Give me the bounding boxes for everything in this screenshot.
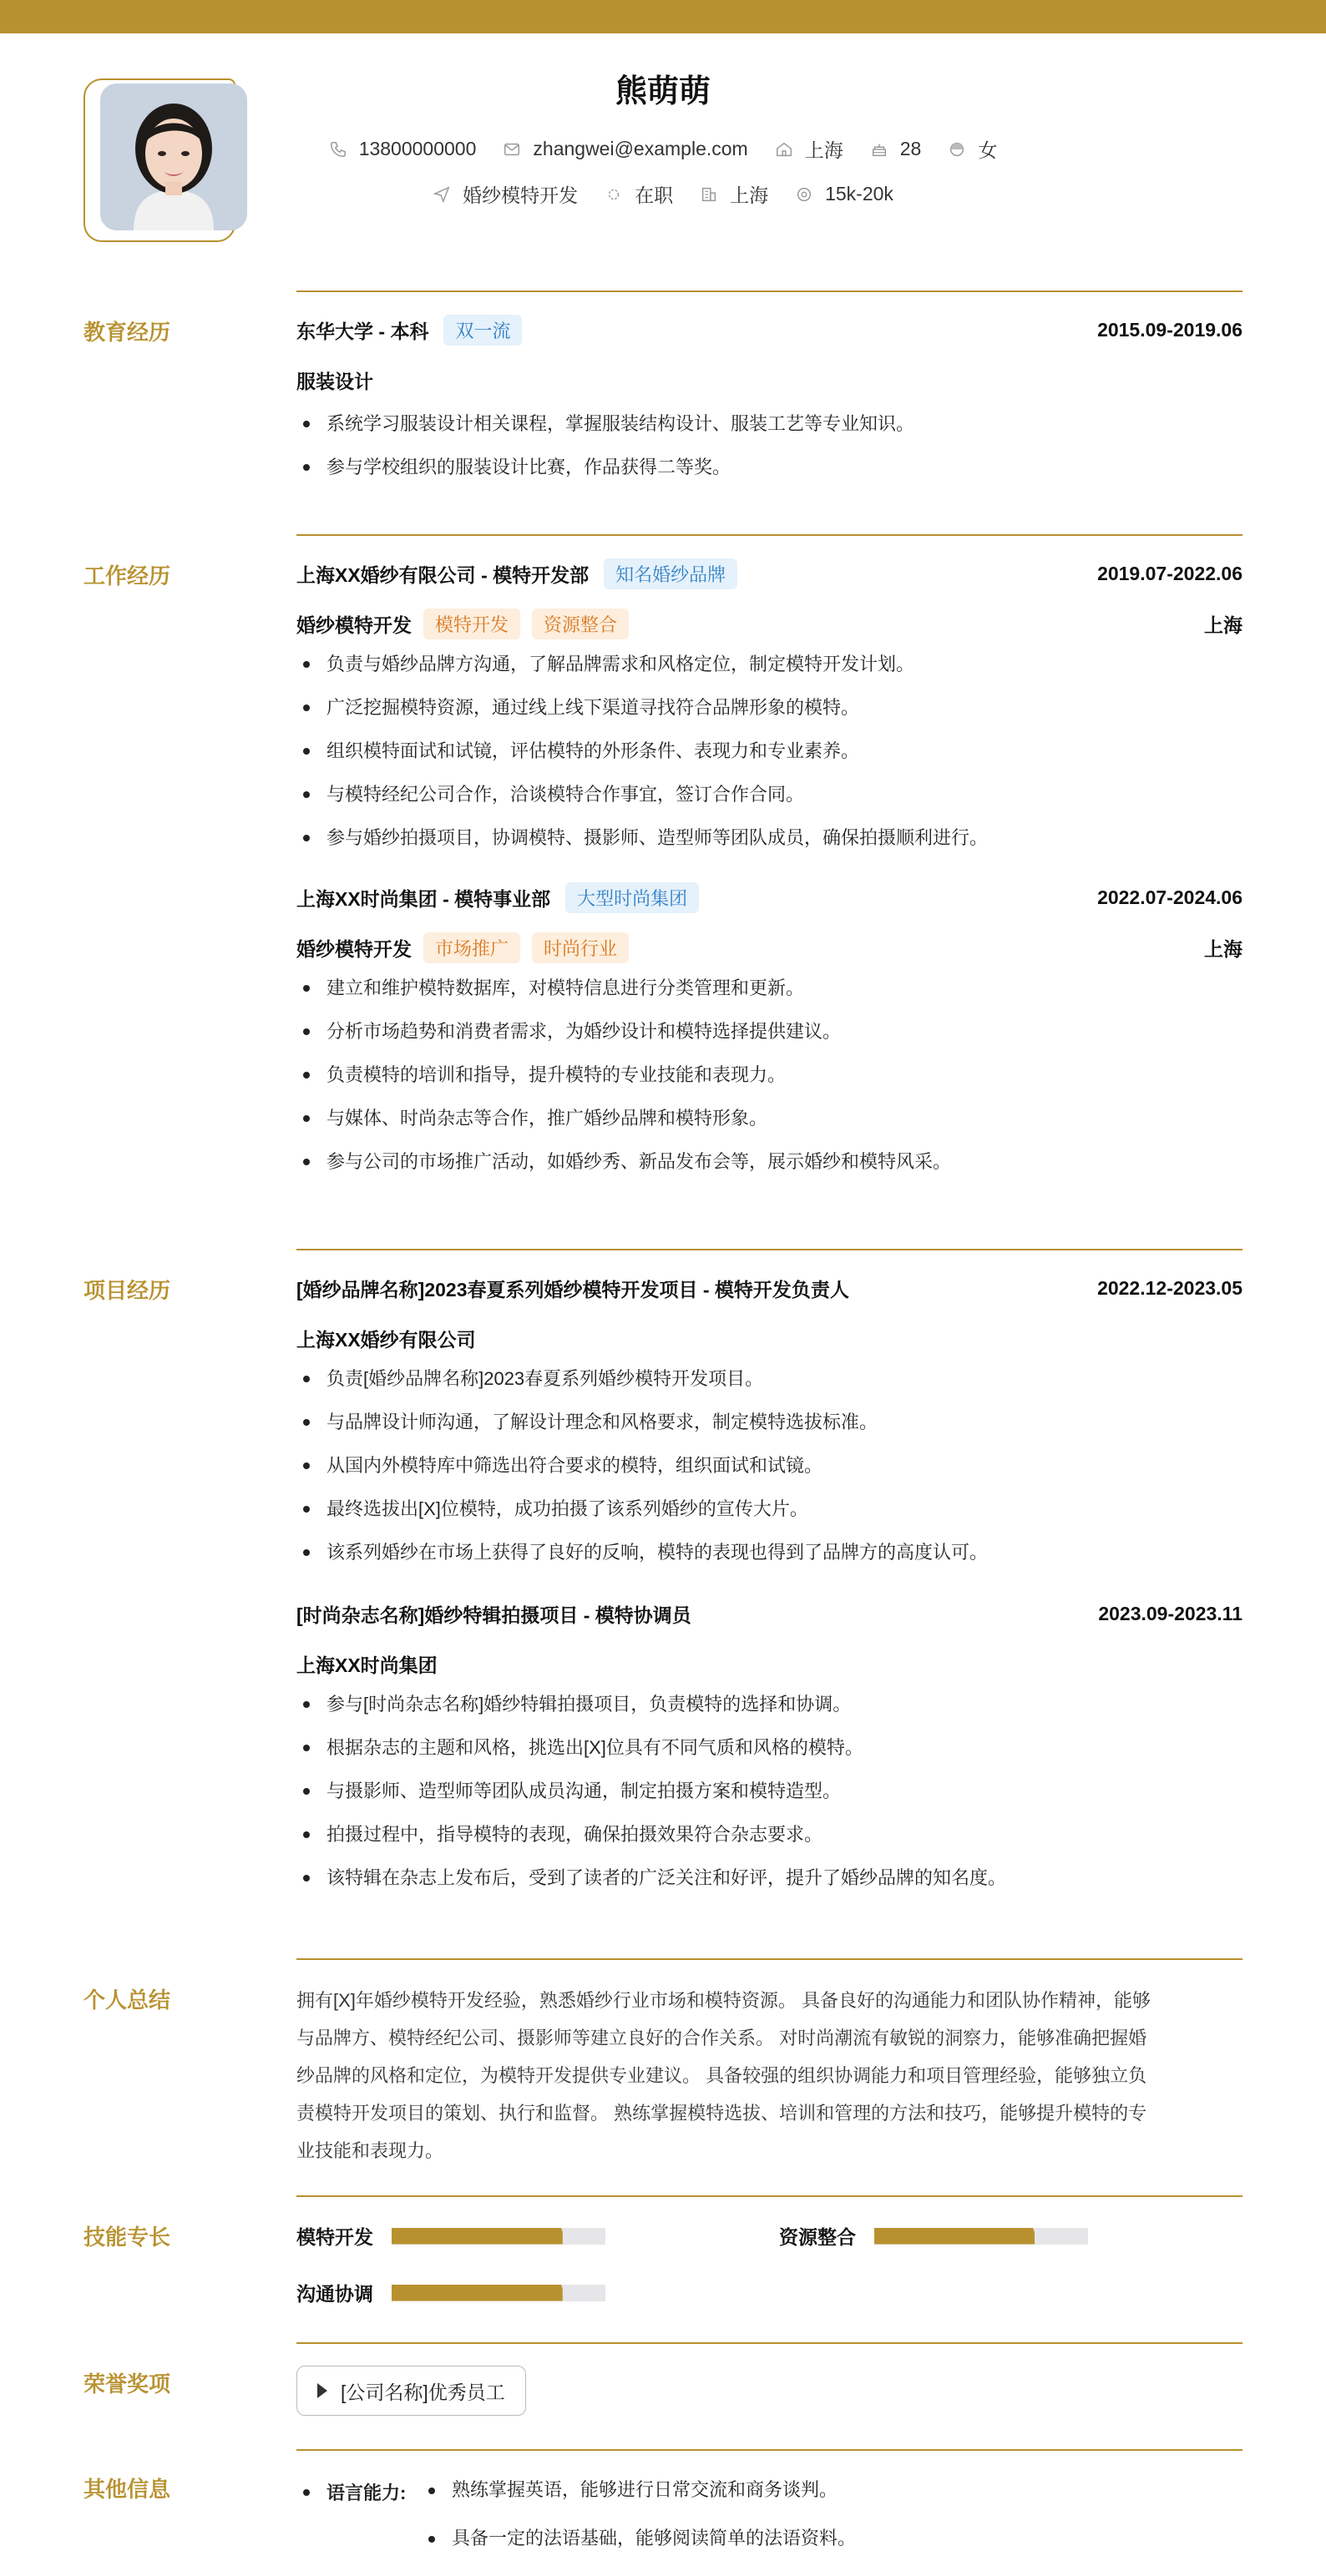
honor-chip <box>296 2366 526 2416</box>
list-item: 具备一定的法语基础，能够阅读简单的法语资料。 <box>422 2514 856 2563</box>
list-item: 与摄影师、造型师等团队成员沟通，制定拍摄方案和模特造型。 <box>296 1770 1242 1813</box>
job-date: 2019.07-2022.06 <box>1097 562 1242 584</box>
top-accent-bar <box>0 0 1326 33</box>
language-list <box>422 2466 856 2563</box>
work-body <box>296 559 1242 1184</box>
list-item: 分析市场趋势和消费者需求，为婚纱设计和模特选择提供建议。 <box>296 1010 1242 1053</box>
section-title: 教育经历 <box>84 320 171 345</box>
projects-body <box>296 1274 1242 1900</box>
skill-item <box>296 2222 605 2250</box>
status-item <box>605 180 673 208</box>
summary-line: 责模特开发项目的策划、执行和监督。 熟练掌握模特选拔、培训和管理的方法和技巧，能够提升模特的专 <box>296 2103 1147 2124</box>
summary-line: 业技能和表现力。 <box>296 2140 444 2161</box>
summary-text <box>296 1982 1242 2169</box>
project-org-row <box>296 1324 1242 1352</box>
salary-icon <box>795 185 813 204</box>
section-divider <box>296 1958 1242 1960</box>
role-row <box>296 933 1242 962</box>
role-tag: 资源整合 <box>532 609 629 639</box>
section-divider <box>296 2449 1242 2451</box>
email-icon <box>503 140 521 159</box>
skill-name: 沟通协调 <box>296 2283 373 2305</box>
education-date: 2015.09-2019.06 <box>1097 318 1242 341</box>
section-divider <box>296 1249 1242 1250</box>
age-item <box>870 138 922 160</box>
job-entry-head <box>296 559 1242 588</box>
project-name: [婚纱品牌名称]2023春夏系列婚纱模特开发项目 - 模特开发负责人 <box>296 1278 849 1301</box>
project-entry-head <box>296 1599 1242 1628</box>
contact-row <box>0 135 1326 163</box>
job-city: 上海 <box>1204 937 1242 960</box>
skill-name: 资源整合 <box>779 2226 856 2248</box>
project-org-row <box>296 1649 1242 1678</box>
job-date: 2022.07-2024.06 <box>1097 886 1242 908</box>
list-item: 与品牌设计师沟通，了解设计理念和风格要求，制定模特选拔标准。 <box>296 1401 1242 1444</box>
section-divider <box>296 2195 1242 2197</box>
list-item: 参与[时尚杂志名称]婚纱特辑拍摄项目，负责模特的选择和协调。 <box>296 1683 1242 1726</box>
school-tag: 双一流 <box>443 315 522 346</box>
home-icon <box>775 140 793 159</box>
list-item: 负责[婚纱品牌名称]2023春夏系列婚纱模特开发项目。 <box>296 1357 1242 1401</box>
project-org: 上海XX婚纱有限公司 <box>296 1328 476 1351</box>
send-icon <box>433 185 451 204</box>
education-entry-head <box>296 316 1242 344</box>
list-item: 熟练掌握英语，能够进行日常交流和商务谈判。 <box>422 2466 856 2514</box>
job-intent-row <box>0 180 1326 208</box>
honor-text: [公司名称]优秀员工 <box>341 2381 505 2403</box>
skill-fill <box>392 2285 563 2301</box>
role-tag: 市场推广 <box>423 932 520 963</box>
status-icon <box>605 185 623 204</box>
company-name: 上海XX时尚集团 - 模特事业部 <box>296 887 551 910</box>
language-label: 语言能力: <box>296 2479 422 2563</box>
skill-bar <box>874 2228 1088 2245</box>
gender-item <box>948 135 997 163</box>
position-item <box>433 180 578 208</box>
list-item: 拍摄过程中，指导模特的表现，确保拍摄效果符合杂志要求。 <box>296 1813 1242 1856</box>
role-name: 婚纱模特开发 <box>296 614 412 636</box>
honors-body <box>296 2366 1242 2416</box>
language-row <box>296 2466 1242 2563</box>
project-org: 上海XX时尚集团 <box>296 1654 438 1676</box>
section-title: 荣誉奖项 <box>84 2371 171 2397</box>
play-triangle-icon <box>317 2383 327 2398</box>
list-item: 根据杂志的主题和风格，挑选出[X]位具有不同气质和风格的模特。 <box>296 1726 1242 1770</box>
skill-item <box>296 2279 605 2306</box>
role-row <box>296 609 1242 638</box>
list-item: 参与婚纱拍摄项目，协调模特、摄影师、造型师等团队成员，确保拍摄顺利进行。 <box>296 816 1242 860</box>
project-date: 2023.09-2023.11 <box>1098 1602 1242 1624</box>
section-title: 工作经历 <box>84 563 171 588</box>
list-item: 与媒体、时尚杂志等合作，推广婚纱品牌和模特形象。 <box>296 1097 1242 1140</box>
other-body <box>296 2466 1242 2563</box>
list-item: 该系列婚纱在市场上获得了良好的反响，模特的表现也得到了品牌方的高度认可。 <box>296 1531 1242 1574</box>
summary-line: 拥有[X]年婚纱模特开发经验，熟悉婚纱行业市场和模特资源。 具备良好的沟通能力和团队协作精神，能够 <box>296 1990 1151 2011</box>
summary-line: 纱品牌的风格和定位，为模特开发提供专业建议。 具备较强的组织协调能力和项目管理经验，能够独立负 <box>296 2065 1147 2086</box>
major-row <box>296 366 1242 394</box>
list-item: 参与学校组织的服装设计比赛，作品获得二等奖。 <box>296 446 1242 489</box>
job-entry-head <box>296 883 1242 912</box>
section-divider <box>296 2342 1242 2344</box>
location-text: 上海 <box>804 139 843 161</box>
list-item: 组织模特面试和试镜，评估模特的外形条件、表现力和专业素养。 <box>296 730 1242 773</box>
company-tag: 大型时尚集团 <box>565 882 699 913</box>
phone-text: 13800000000 <box>358 138 477 159</box>
section-title: 个人总结 <box>84 1988 171 2013</box>
salary-item <box>795 183 893 205</box>
summary-line: 与品牌方、模特经纪公司、摄影师等建立良好的合作关系。 对时尚潮流有敏锐的洞察力，能够准确把握婚 <box>296 2028 1147 2048</box>
candidate-name: 熊萌萌 <box>615 74 711 109</box>
list-item: 负责模特的培训和指导，提升模特的专业技能和表现力。 <box>296 1053 1242 1097</box>
list-item: 广泛挖掘模特资源，通过线上线下渠道寻找符合品牌形象的模特。 <box>296 686 1242 730</box>
email-item <box>503 138 747 160</box>
gender-text: 女 <box>978 139 998 161</box>
list-item: 最终选拔出[X]位模特，成功拍摄了该系列婚纱的宣传大片。 <box>296 1488 1242 1531</box>
role-tag: 时尚行业 <box>532 932 629 963</box>
company-name: 上海XX婚纱有限公司 - 模特开发部 <box>296 563 590 586</box>
list-item: 与模特经纪公司合作，洽谈模特合作事宜，签订合作合同。 <box>296 773 1242 816</box>
list-item: 建立和维护模特数据库，对模特信息进行分类管理和更新。 <box>296 967 1242 1010</box>
school-name: 东华大学 - 本科 <box>296 320 429 342</box>
work-city-text: 上海 <box>730 184 769 206</box>
list-item: 该特辑在杂志上发布后，受到了读者的广泛关注和好评，提升了婚纱品牌的知名度。 <box>296 1856 1242 1900</box>
status-text: 在职 <box>635 184 674 206</box>
project-name: [时尚杂志名称]婚纱特辑拍摄项目 - 模特协调员 <box>296 1604 691 1626</box>
work-city-item <box>700 180 768 208</box>
email-text: zhangwei@example.com <box>533 138 748 159</box>
education-body <box>296 316 1242 489</box>
job-duties-list <box>296 967 1242 1184</box>
phone-item <box>329 138 477 160</box>
building-icon <box>700 185 718 204</box>
salary-text: 15k-20k <box>825 183 893 205</box>
section-divider <box>296 290 1242 292</box>
project-entry-head <box>296 1274 1242 1302</box>
section-divider <box>296 534 1242 536</box>
section-title: 技能专长 <box>84 2225 171 2250</box>
section-title: 项目经历 <box>84 1278 171 1303</box>
job-duties-list <box>296 643 1242 860</box>
project-duties-list <box>296 1683 1242 1900</box>
position-text: 婚纱模特开发 <box>463 184 579 206</box>
major-name: 服装设计 <box>296 370 373 392</box>
age-text: 28 <box>899 138 922 159</box>
role-tag: 模特开发 <box>423 609 520 639</box>
list-item: 负责与婚纱品牌方沟通，了解品牌需求和风格定位，制定模特开发计划。 <box>296 643 1242 686</box>
skill-fill <box>392 2228 563 2245</box>
skill-name: 模特开发 <box>296 2226 373 2248</box>
phone-icon <box>329 140 347 159</box>
location-item <box>775 135 843 163</box>
project-date: 2022.12-2023.05 <box>1097 1276 1242 1299</box>
project-duties-list <box>296 1357 1242 1574</box>
list-item: 参与公司的市场推广活动，如婚纱秀、新品发布会等，展示婚纱和模特风采。 <box>296 1140 1242 1184</box>
role-name: 婚纱模特开发 <box>296 937 412 960</box>
company-tag: 知名婚纱品牌 <box>604 558 737 589</box>
skill-bar <box>392 2228 605 2245</box>
age-icon <box>870 140 888 159</box>
skill-bar <box>392 2285 605 2301</box>
education-list <box>296 402 1242 489</box>
section-title: 其他信息 <box>84 2477 171 2502</box>
skill-fill <box>874 2228 1035 2245</box>
gender-icon <box>948 140 966 159</box>
list-item: 系统学习服装设计相关课程，掌握服装结构设计、服装工艺等专业知识。 <box>296 402 1242 446</box>
skill-item <box>779 2222 1088 2250</box>
list-item: 从国内外模特库中筛选出符合要求的模特，组织面试和试镜。 <box>296 1444 1242 1488</box>
job-city: 上海 <box>1204 614 1242 636</box>
